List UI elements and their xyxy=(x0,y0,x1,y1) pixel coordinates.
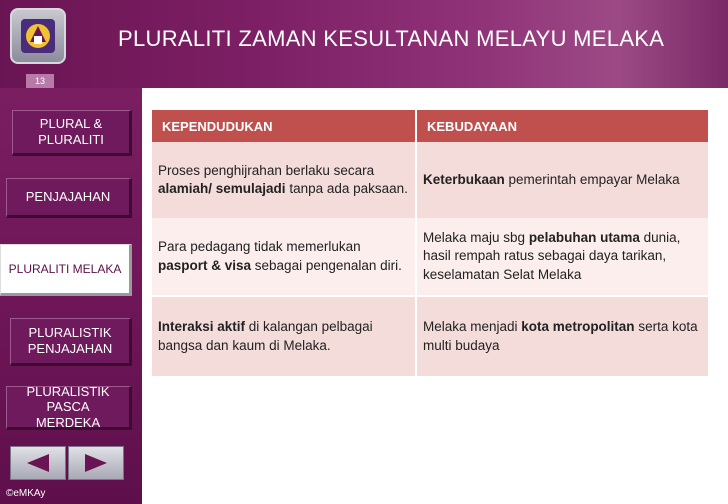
cell-text: sebagai pengenalan diri. xyxy=(251,257,402,273)
table-cell xyxy=(152,296,416,376)
cell-bold-text: Keterbukaan xyxy=(423,171,505,187)
page-number: 13 xyxy=(26,74,54,88)
cell-text: Melaka maju sbg xyxy=(423,230,529,246)
cell-bold-text: pasport & visa xyxy=(158,257,252,273)
sidebar-item-label: PLURAL & PLURALITI xyxy=(38,116,104,147)
table-row xyxy=(152,296,708,376)
table-cell xyxy=(152,218,416,296)
cell-bold-text: alamiah/ semulajadi xyxy=(158,181,286,196)
column-header-kebudayaan: KEBUDAYAAN xyxy=(416,110,708,142)
arrow-left-icon xyxy=(23,452,53,474)
cell-bold-text: kota metropolitan xyxy=(521,319,635,335)
sidebar-item-plural-pluraliti[interactable] xyxy=(12,110,132,156)
cell-text: Proses penghijrahan berlaku secara xyxy=(158,162,375,178)
sidebar-item-pluralistik-pasca-merdeka[interactable] xyxy=(6,383,132,430)
cell-bold-text: Interaksi aktif xyxy=(158,319,246,335)
cell-bold-text: pelabuhan utama xyxy=(528,230,640,246)
table-cell xyxy=(416,142,708,218)
cell-text: pemerintah empayar Melaka xyxy=(504,171,680,187)
table-header-row xyxy=(152,110,708,142)
sidebar-item-label: PLURALISTIK PENJAJAHAN xyxy=(27,325,113,356)
sidebar-item-label: PENJAJAHAN xyxy=(25,189,111,205)
sidebar-item-pluraliti-melaka[interactable] xyxy=(0,244,132,296)
arrow-right-icon xyxy=(81,452,111,474)
table-cell xyxy=(416,296,708,376)
next-button[interactable] xyxy=(68,446,124,480)
cell-text: Melaka menjadi xyxy=(423,319,522,335)
column-header-kependudukan: KEPENDUDUKAN xyxy=(152,110,416,142)
cell-text: Para pedagang tidak memerlukan xyxy=(158,239,361,255)
previous-button[interactable] xyxy=(10,446,66,480)
content-table xyxy=(152,110,708,376)
cell-text: dunia, hasil rempah ratus sebagai daya tarikan, keselamatan Selat Melaka xyxy=(423,230,681,282)
cell-text: di kalangan pelbagai bangsa dan kaum di Melaka. xyxy=(158,319,373,353)
table-cell xyxy=(416,218,708,296)
table-row xyxy=(152,218,708,296)
institution-logo-icon xyxy=(10,8,66,64)
page-title: PLURALITI ZAMAN KESULTANAN MELAYU MELAKA xyxy=(118,26,665,51)
table-row xyxy=(152,142,708,218)
table-cell xyxy=(152,142,416,218)
sidebar-item-label: PLURALISTIK PASCA MERDEKA xyxy=(26,383,110,430)
header-bar xyxy=(0,0,728,88)
sidebar-item-label: PLURALITI MELAKA xyxy=(8,261,122,276)
copyright-text: ©eMKAy xyxy=(6,488,46,499)
cell-text: tanpa ada paksaan. xyxy=(285,181,408,196)
sidebar-item-pluralistik-penjajahan[interactable] xyxy=(10,318,132,366)
cell-text: serta kota multi budaya xyxy=(423,319,698,353)
sidebar-item-penjajahan[interactable] xyxy=(6,178,132,218)
